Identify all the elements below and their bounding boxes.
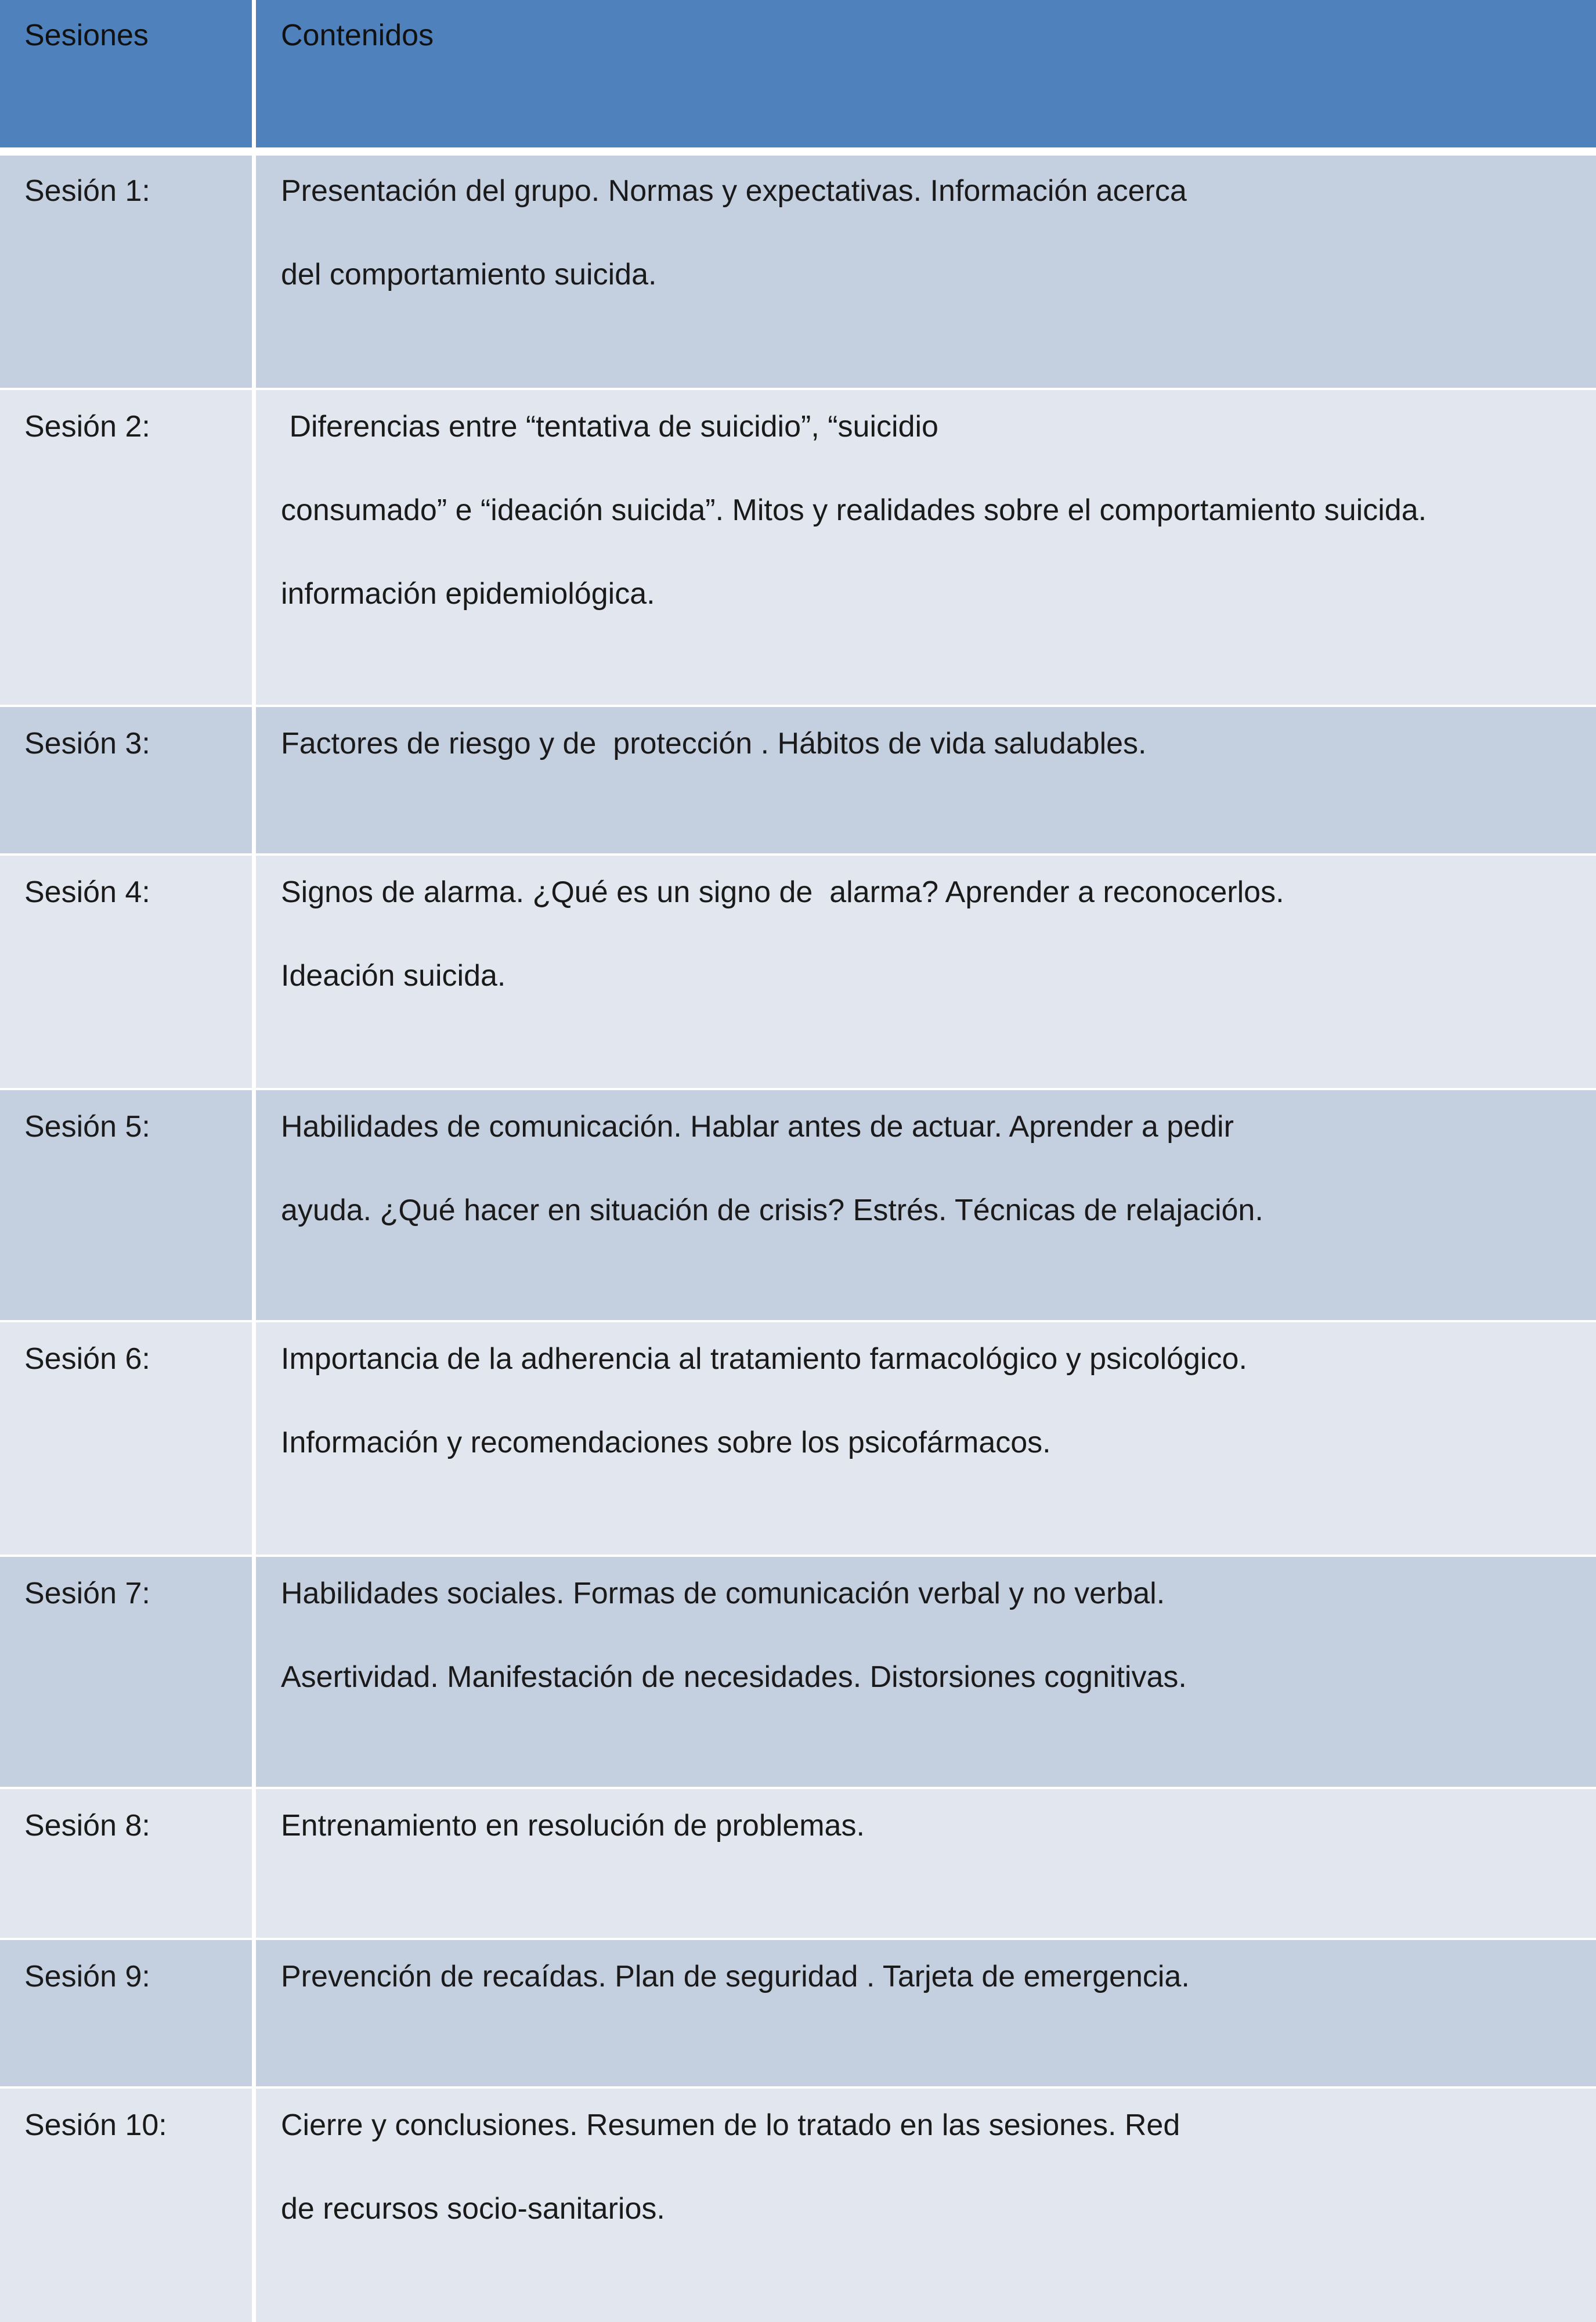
- content-line: Entrenamiento en resolución de problemas.: [281, 1809, 865, 1843]
- session-label: Sesión 4:: [24, 875, 150, 909]
- content-line: información epidemiológica.: [281, 577, 655, 611]
- table-row: [0, 856, 1596, 1088]
- session-label: Sesión 1:: [24, 174, 150, 208]
- table-row: [0, 1557, 1596, 1787]
- session-label: Sesión 6:: [24, 1342, 150, 1376]
- content-line: de recursos socio-sanitarios.: [281, 2192, 665, 2226]
- session-label: Sesión 2:: [24, 410, 150, 444]
- session-content: [281, 1342, 1584, 1460]
- table-row: [0, 707, 1596, 853]
- table-row: [0, 1090, 1596, 1320]
- session-content: [281, 1808, 1584, 1843]
- session-label: Sesión 8:: [24, 1809, 150, 1843]
- content-line: Prevención de recaídas. Plan de seguridad . Tarjeta de emergencia.: [281, 1960, 1190, 1993]
- content-line: Factores de riesgo y de protección . Hábitos de vida saludables.: [281, 727, 1147, 760]
- session-label: Sesión 5:: [24, 1110, 150, 1144]
- table-header-row: [0, 0, 1596, 147]
- content-line: Habilidades de comunicación. Hablar antes de actuar. Aprender a pedir: [281, 1110, 1234, 1144]
- header-sessions: Sesiones: [24, 19, 149, 52]
- session-content: [281, 1576, 1584, 1694]
- table-row: [0, 1322, 1596, 1555]
- table-row: [0, 156, 1596, 388]
- session-label: Sesión 7:: [24, 1577, 150, 1610]
- session-content: [281, 409, 1584, 611]
- session-content: [281, 726, 1584, 761]
- content-line: Cierre y conclusiones. Resumen de lo tratado en las sesiones. Red: [281, 2108, 1180, 2142]
- session-content: [281, 1959, 1584, 1994]
- content-line: Asertividad. Manifestación de necesidades. Distorsiones cognitivas.: [281, 1660, 1187, 1694]
- table-row: [0, 390, 1596, 705]
- session-label: Sesión 9:: [24, 1960, 150, 1993]
- column-divider: [252, 0, 256, 2322]
- content-line: Presentación del grupo. Normas y expectativas. Información acerca: [281, 174, 1187, 208]
- content-line: Ideación suicida.: [281, 959, 506, 993]
- content-line: Importancia de la adherencia al tratamiento farmacológico y psicológico.: [281, 1342, 1247, 1376]
- table-row: [0, 1940, 1596, 2086]
- content-line: Signos de alarma. ¿Qué es un signo de alarma? Aprender a reconocerlos.: [281, 875, 1284, 909]
- header-divider: [0, 147, 1596, 156]
- content-line: Habilidades sociales. Formas de comunicación verbal y no verbal.: [281, 1577, 1165, 1610]
- content-line: del comportamiento suicida.: [281, 258, 657, 291]
- session-content: [281, 2108, 1584, 2226]
- session-content: [281, 1109, 1584, 1228]
- table-row: [0, 2089, 1596, 2322]
- session-label: Sesión 10:: [24, 2108, 167, 2142]
- session-label: Sesión 3:: [24, 727, 150, 760]
- header-contents: Contenidos: [281, 19, 434, 52]
- content-line: Diferencias entre “tentativa de suicidio”, “suicidio: [281, 410, 938, 444]
- content-line: Información y recomendaciones sobre los psicofármacos.: [281, 1426, 1051, 1459]
- table-row: [0, 1789, 1596, 1938]
- session-content: [281, 875, 1584, 993]
- content-line: ayuda. ¿Qué hacer en situación de crisis? Estrés. Técnicas de relajación.: [281, 1194, 1263, 1227]
- content-line: consumado” e “ideación suicida”. Mitos y realidades sobre el comportamiento suicida.: [281, 493, 1427, 527]
- session-content: [281, 174, 1584, 292]
